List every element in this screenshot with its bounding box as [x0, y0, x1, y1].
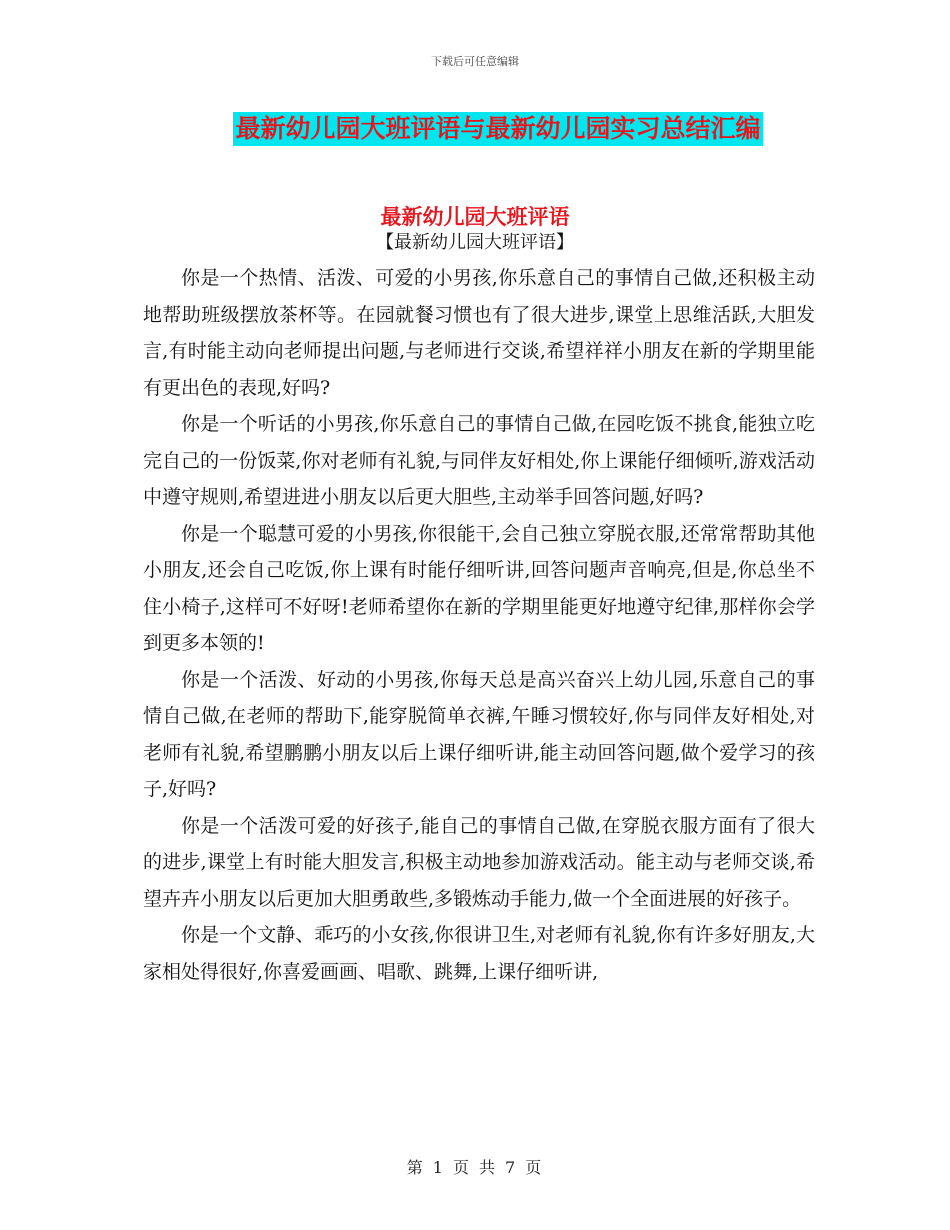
document-title: 最新幼儿园大班评语与最新幼儿园实习总结汇编 [233, 112, 762, 146]
footer-total-pages: 7 [505, 1158, 518, 1177]
paragraph: 你是一个活泼、好动的小男孩,你每天总是高兴奋兴上幼儿园,乐意自己的事情自己做,在老师的帮助下,能穿脱简单衣裤,午睡习惯较好,你与同伴友好相处,对老师有礼貌,希望鹏鹏小朋友以后上课仔细听讲,能主动回答问题,做个爱学习的孩子,好吗? [143, 668, 815, 800]
paragraph: 你是一个聪慧可爱的小男孩,你很能干,会自己独立穿脱衣服,还常常帮助其他小朋友,还会自己吃饭,你上课有时能仔细听讲,回答问题声音响亮,但是,你总坐不住小椅子,这样可不好呀!老师希望你在新的学期里能更好地遵守纪律,那样你会学到更多本领的! [143, 522, 815, 654]
footer-page-number: 1 [432, 1158, 445, 1177]
footer-page-label: 第 [406, 1158, 425, 1177]
paragraph: 你是一个热情、活泼、可爱的小男孩,你乐意自己的事情自己做,还积极主动地帮助班级摆放茶杯等。在园就餐习惯也有了很大进步,课堂上思维活跃,大胆发言,有时能主动向老师提出问题,与老师进行交谈,希望祥祥小朋友在新的学期里能有更出色的表现,好吗? [143, 267, 815, 399]
page-footer [0, 1155, 950, 1178]
section-title: 最新幼儿园大班评语 [380, 205, 570, 229]
footer-total-label: 共 [479, 1158, 498, 1177]
paragraph: 你是一个活泼可爱的好孩子,能自己的事情自己做,在穿脱衣服方面有了很大的进步,课堂上有时能大胆发言,积极主动地参加游戏活动。能主动与老师交谈,希望卉卉小朋友以后更加大胆勇敢些,多锻炼动手能力,做一个全面进展的好孩子。 [143, 814, 815, 910]
paragraph: 你是一个听话的小男孩,你乐意自己的事情自己做,在园吃饭不挑食,能独立吃完自己的一份饭菜,你对老师有礼貌,与同伴友好相处,你上课能仔细倾听,游戏活动中遵守规则,希望进进小朋友以后更大胆些,主动举手回答问题,好吗? [143, 413, 815, 508]
footer-total-unit: 页 [525, 1158, 544, 1177]
header-note: 下载后可任意编辑 [431, 55, 519, 68]
section-subtitle: 【最新幼儿园大班评语】 [376, 232, 574, 253]
paragraph: 你是一个文静、乖巧的小女孩,你很讲卫生,对老师有礼貌,你有许多好朋友,大家相处得很好,你喜爱画画、唱歌、跳舞,上课仔细听讲, [143, 924, 815, 983]
footer-page-unit: 页 [452, 1158, 471, 1177]
body-text [143, 260, 815, 990]
document-title-container [0, 112, 950, 146]
